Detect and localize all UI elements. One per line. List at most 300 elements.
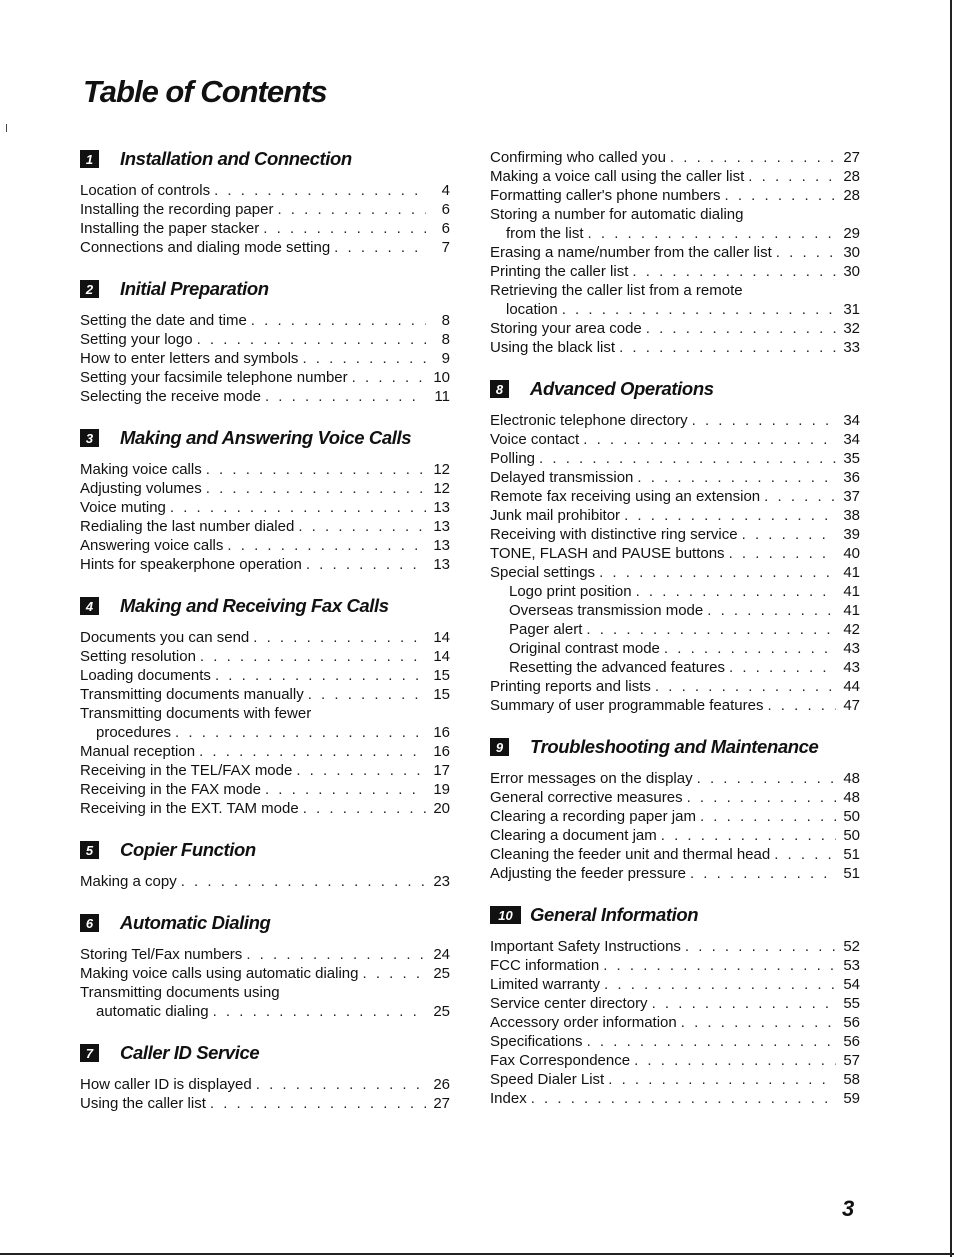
- toc-entry[interactable]: [80, 964, 450, 983]
- toc-entry[interactable]: [490, 658, 860, 677]
- page-number: 3: [842, 1196, 855, 1221]
- section-number-badge: 5: [80, 841, 99, 859]
- dot-leader: [263, 219, 426, 238]
- toc-entry[interactable]: [490, 696, 860, 715]
- toc-entry-label: Voice muting: [80, 499, 166, 516]
- toc-entry-label: Delayed transmission: [490, 469, 634, 486]
- toc-entry-label: Polling: [490, 450, 536, 467]
- toc-entry-page: 29: [843, 225, 860, 242]
- dot-leader: [206, 460, 426, 479]
- dot-leader: [729, 658, 836, 677]
- toc-entry[interactable]: [490, 300, 860, 319]
- toc-entry[interactable]: [80, 330, 450, 349]
- toc-entry-page: 27: [433, 1095, 450, 1112]
- toc-entry-page: 8: [441, 312, 450, 329]
- toc-entry-page: 4: [441, 182, 450, 199]
- dot-leader: [681, 1013, 836, 1032]
- toc-entry-label: Fax Correspondence: [490, 1052, 631, 1069]
- toc-entry[interactable]: [490, 864, 860, 883]
- toc-entry-label: Answering voice calls: [80, 537, 224, 554]
- toc-entry-label: Index: [490, 1090, 527, 1107]
- toc-section: [80, 593, 450, 818]
- toc-entry[interactable]: [80, 685, 450, 704]
- dot-leader: [587, 1032, 836, 1051]
- section-heading[interactable]: [490, 376, 860, 402]
- toc-entry-page: 34: [843, 431, 860, 448]
- toc-entry-page: 28: [843, 187, 860, 204]
- dot-leader: [603, 956, 836, 975]
- toc-entry-page: 39: [843, 526, 860, 543]
- toc-entry-label: FCC information: [490, 957, 600, 974]
- toc-entry-page: 15: [433, 667, 450, 684]
- toc-entry-label: Receiving in the TEL/FAX mode: [80, 762, 293, 779]
- dot-leader: [764, 487, 836, 506]
- toc-entry[interactable]: [490, 563, 860, 582]
- toc-entry-label: Printing the caller list: [490, 263, 629, 280]
- toc-entry-page: 8: [441, 331, 450, 348]
- dot-leader: [227, 536, 426, 555]
- toc-entry[interactable]: [80, 479, 450, 498]
- toc-entry-page: 23: [433, 873, 450, 890]
- section-heading[interactable]: [80, 276, 450, 302]
- toc-entry[interactable]: [490, 1070, 860, 1089]
- dot-leader: [362, 964, 426, 983]
- toc-entry[interactable]: [80, 761, 450, 780]
- toc-entry-page: 47: [843, 697, 860, 714]
- toc-entry[interactable]: [80, 555, 450, 574]
- toc-entry-label: location: [506, 301, 558, 318]
- section-title: Copier Function: [120, 839, 256, 860]
- section-heading[interactable]: [490, 902, 860, 928]
- toc-entry-label: Documents you can send: [80, 629, 250, 646]
- toc-entry-page: 16: [433, 743, 450, 760]
- toc-entry-page: 25: [433, 965, 450, 982]
- toc-entry-page: 55: [843, 995, 860, 1012]
- bottom-edge-rule: [0, 1253, 954, 1255]
- toc-entry-page: 41: [843, 564, 860, 581]
- toc-entry[interactable]: [490, 620, 860, 639]
- toc-entry-label: Storing your area code: [490, 320, 642, 337]
- dot-leader: [562, 300, 836, 319]
- toc-entry[interactable]: [490, 468, 860, 487]
- toc-entry[interactable]: [80, 780, 450, 799]
- toc-entry[interactable]: [80, 498, 450, 517]
- toc-entry-label: Limited warranty: [490, 976, 601, 993]
- toc-entry-page: 24: [433, 946, 450, 963]
- dot-leader: [256, 1075, 426, 1094]
- dot-leader: [251, 311, 426, 330]
- section-number-badge: 10: [490, 906, 521, 924]
- toc-entry-page: 10: [433, 369, 450, 386]
- toc-section: [490, 376, 860, 715]
- margin-mark: [6, 124, 7, 132]
- toc-entry[interactable]: [80, 1094, 450, 1113]
- dot-leader: [181, 872, 426, 891]
- dot-leader: [214, 181, 426, 200]
- section-title: Making and Receiving Fax Calls: [120, 595, 389, 616]
- toc-section-continued: [490, 148, 860, 357]
- toc-entry[interactable]: [490, 1013, 860, 1032]
- toc-entry-label: General corrective measures: [490, 789, 683, 806]
- dot-leader: [776, 243, 836, 262]
- section-heading[interactable]: [80, 146, 450, 172]
- dot-leader: [265, 780, 426, 799]
- section-title: Installation and Connection: [120, 148, 352, 169]
- section-number-badge: 1: [80, 150, 99, 168]
- toc-entry[interactable]: [80, 666, 450, 685]
- dot-leader: [586, 620, 836, 639]
- dot-leader: [661, 826, 836, 845]
- toc-entry[interactable]: [490, 338, 860, 357]
- dot-leader: [724, 186, 836, 205]
- toc-entry[interactable]: [490, 639, 860, 658]
- toc-entry[interactable]: [490, 525, 860, 544]
- toc-entry-label: Making voice calls: [80, 461, 202, 478]
- toc-entry[interactable]: [490, 994, 860, 1013]
- toc-entry[interactable]: [490, 601, 860, 620]
- toc-entry[interactable]: [490, 769, 860, 788]
- section-number-badge: 6: [80, 914, 99, 932]
- toc-entry-page: 59: [843, 1090, 860, 1107]
- toc-entry[interactable]: [490, 845, 860, 864]
- toc-entry[interactable]: [490, 937, 860, 956]
- toc-entry-label: Making a copy: [80, 873, 177, 890]
- toc-entry-label: Setting resolution: [80, 648, 196, 665]
- section-heading[interactable]: [490, 734, 860, 760]
- toc-entry[interactable]: [80, 704, 450, 723]
- toc-entry[interactable]: [80, 219, 450, 238]
- toc-entry[interactable]: [490, 281, 860, 300]
- toc-entry-page: 54: [843, 976, 860, 993]
- dot-leader: [742, 525, 836, 544]
- toc-entry-page: 37: [843, 488, 860, 505]
- dot-leader: [175, 723, 426, 742]
- toc-entry-page: 17: [433, 762, 450, 779]
- toc-entry[interactable]: [490, 826, 860, 845]
- toc-entry[interactable]: [490, 205, 860, 224]
- toc-entry[interactable]: [80, 647, 450, 666]
- toc-entry-page: 11: [434, 388, 450, 405]
- toc-entry[interactable]: [490, 224, 860, 243]
- toc-entry[interactable]: [490, 148, 860, 167]
- toc-entry[interactable]: [80, 723, 450, 742]
- toc-entry[interactable]: [80, 1002, 450, 1021]
- toc-entry-label: Setting your facsimile telephone number: [80, 369, 348, 386]
- toc-section: [80, 837, 450, 891]
- section-number-badge: 4: [80, 597, 99, 615]
- dot-leader: [599, 563, 836, 582]
- toc-entry[interactable]: [80, 628, 450, 647]
- toc-entry-label: Receiving with distinctive ring service: [490, 526, 738, 543]
- toc-entry-label: Selecting the receive mode: [80, 388, 261, 405]
- dot-leader: [302, 349, 426, 368]
- toc-entry-page: 6: [441, 201, 450, 218]
- toc-entry-label: Cleaning the feeder unit and thermal head: [490, 846, 771, 863]
- toc-entry-label: Overseas transmission mode: [509, 602, 704, 619]
- toc-entry[interactable]: [490, 487, 860, 506]
- toc-entry[interactable]: [490, 956, 860, 975]
- toc-entry-page: 30: [843, 263, 860, 280]
- toc-entry[interactable]: [80, 983, 450, 1002]
- toc-entry-page: 51: [843, 865, 860, 882]
- toc-entry[interactable]: [80, 536, 450, 555]
- toc-entry[interactable]: [490, 975, 860, 994]
- toc-entry-label: Erasing a name/number from the caller list: [490, 244, 772, 261]
- dot-leader: [213, 1002, 426, 1021]
- dot-leader: [604, 975, 836, 994]
- toc-entry[interactable]: [490, 1051, 860, 1070]
- toc-entry[interactable]: [80, 238, 450, 257]
- toc-right-column: [490, 146, 860, 1127]
- toc-entry-label: Transmitting documents with fewer: [80, 705, 312, 722]
- toc-entry-page: 12: [433, 461, 450, 478]
- toc-entry-page: 26: [433, 1076, 450, 1093]
- section-title: Initial Preparation: [120, 278, 269, 299]
- section-heading[interactable]: [80, 910, 450, 936]
- toc-entry-label: Adjusting the feeder pressure: [490, 865, 686, 882]
- dot-leader: [308, 685, 426, 704]
- toc-entry-label: Transmitting documents using: [80, 984, 280, 1001]
- toc-entry[interactable]: [490, 430, 860, 449]
- dot-leader: [210, 1094, 426, 1113]
- toc-entry[interactable]: [490, 582, 860, 601]
- toc-entry-page: 9: [441, 350, 450, 367]
- toc-entry-page: 15: [433, 686, 450, 703]
- toc-entry-label: Original contrast mode: [509, 640, 660, 657]
- toc-entry-label: automatic dialing: [96, 1003, 209, 1020]
- dot-leader: [767, 696, 836, 715]
- dot-leader: [246, 945, 426, 964]
- toc-entry-label: Setting your logo: [80, 331, 193, 348]
- toc-entry-page: 31: [843, 301, 860, 318]
- toc-entry-page: 12: [433, 480, 450, 497]
- toc-entry-label: Formatting caller's phone numbers: [490, 187, 721, 204]
- toc-entry[interactable]: [80, 311, 450, 330]
- toc-entry-page: 14: [433, 629, 450, 646]
- toc-entry-label: Location of controls: [80, 182, 211, 199]
- toc-entry-label: Accessory order information: [490, 1014, 677, 1031]
- toc-entry-page: 42: [843, 621, 860, 638]
- dot-leader: [700, 807, 836, 826]
- section-number-badge: 3: [80, 429, 99, 447]
- toc-entry-label: Remote fax receiving using an extension: [490, 488, 761, 505]
- toc-entry[interactable]: [490, 788, 860, 807]
- toc-entry[interactable]: [80, 460, 450, 479]
- toc-entry-page: 35: [843, 450, 860, 467]
- dot-leader: [637, 468, 836, 487]
- toc-entry-label: Manual reception: [80, 743, 196, 760]
- section-heading[interactable]: [80, 425, 450, 451]
- toc-entry[interactable]: [80, 181, 450, 200]
- toc-entry-page: 25: [433, 1003, 450, 1020]
- dot-leader: [215, 666, 426, 685]
- dot-leader: [306, 555, 426, 574]
- dot-leader: [687, 788, 836, 807]
- toc-entry-page: 41: [843, 583, 860, 600]
- toc-entry-page: 43: [843, 640, 860, 657]
- toc-entry[interactable]: [490, 677, 860, 696]
- toc-entry-page: 50: [843, 808, 860, 825]
- dot-leader: [690, 864, 836, 883]
- dot-leader: [748, 167, 836, 186]
- toc-entry-page: 13: [433, 556, 450, 573]
- section-heading[interactable]: [80, 837, 450, 863]
- toc-entry[interactable]: [490, 544, 860, 563]
- toc-entry-label: How caller ID is displayed: [80, 1076, 252, 1093]
- toc-entry[interactable]: [490, 807, 860, 826]
- toc-entry[interactable]: [80, 200, 450, 219]
- toc-entry-label: Logo print position: [509, 583, 632, 600]
- toc-entry-label: Junk mail prohibitor: [490, 507, 621, 524]
- toc-entry[interactable]: [80, 517, 450, 536]
- dot-leader: [265, 387, 426, 406]
- toc-entry-label: Important Safety Instructions: [490, 938, 681, 955]
- dot-leader: [729, 544, 836, 563]
- toc-section: [80, 1040, 450, 1113]
- toc-entry[interactable]: [490, 1032, 860, 1051]
- dot-leader: [646, 319, 836, 338]
- toc-entry[interactable]: [80, 742, 450, 761]
- dot-leader: [634, 1051, 836, 1070]
- toc-entry-label: Resetting the advanced features: [509, 659, 725, 676]
- toc-entry[interactable]: [490, 243, 860, 262]
- toc-entry-label: Summary of user programmable features: [490, 697, 764, 714]
- toc-entry[interactable]: [490, 506, 860, 525]
- toc-entry[interactable]: [80, 1075, 450, 1094]
- dot-leader: [632, 262, 836, 281]
- toc-entry-label: Installing the paper stacker: [80, 220, 260, 237]
- toc-entry-page: 34: [843, 412, 860, 429]
- toc-section: [80, 910, 450, 1021]
- toc-entry[interactable]: [80, 349, 450, 368]
- toc-entry[interactable]: [80, 799, 450, 818]
- toc-entry[interactable]: [490, 319, 860, 338]
- toc-entry-label: Installing the recording paper: [80, 201, 274, 218]
- toc-entry[interactable]: [80, 387, 450, 406]
- toc-entry-label: procedures: [96, 724, 172, 741]
- toc-entry[interactable]: [80, 945, 450, 964]
- toc-entry-label: Loading documents: [80, 667, 211, 684]
- toc-entry-page: 38: [843, 507, 860, 524]
- dot-leader: [303, 799, 426, 818]
- dot-leader: [531, 1089, 836, 1108]
- toc-entry-page: 16: [433, 724, 450, 741]
- toc-entry-page: 48: [843, 789, 860, 806]
- toc-entry-page: 13: [433, 518, 450, 535]
- dot-leader: [200, 647, 426, 666]
- dot-leader: [253, 628, 426, 647]
- toc-entry-label: Speed Dialer List: [490, 1071, 605, 1088]
- toc-entry-label: Setting the date and time: [80, 312, 247, 329]
- toc-entry-label: Storing a number for automatic dialing: [490, 206, 744, 223]
- dot-leader: [608, 1070, 836, 1089]
- section-heading[interactable]: [80, 593, 450, 619]
- dot-leader: [619, 338, 836, 357]
- toc-entry-label: Receiving in the FAX mode: [80, 781, 261, 798]
- section-title: Making and Answering Voice Calls: [120, 427, 412, 448]
- toc-entry-page: 33: [843, 339, 860, 356]
- dot-leader: [624, 506, 836, 525]
- toc-entry-label: Making voice calls using automatic dialing: [80, 965, 359, 982]
- toc-entry-label: Transmitting documents manually: [80, 686, 304, 703]
- dot-leader: [334, 238, 426, 257]
- toc-entry[interactable]: [490, 186, 860, 205]
- toc-entry-page: 41: [843, 602, 860, 619]
- toc-entry[interactable]: [490, 449, 860, 468]
- toc-entry[interactable]: [490, 262, 860, 281]
- toc-entry-label: Clearing a recording paper jam: [490, 808, 696, 825]
- dot-leader: [206, 479, 426, 498]
- section-number-badge: 9: [490, 738, 509, 756]
- dot-leader: [588, 224, 836, 243]
- toc-entry-page: 43: [843, 659, 860, 676]
- toc-entry-label: Specifications: [490, 1033, 583, 1050]
- toc-entry[interactable]: [490, 167, 860, 186]
- dot-leader: [685, 937, 836, 956]
- toc-section: [490, 902, 860, 1108]
- toc-section: [80, 146, 450, 257]
- section-number-badge: 2: [80, 280, 99, 298]
- toc-entry-label: Service center directory: [490, 995, 648, 1012]
- toc-entry-page: 44: [843, 678, 860, 695]
- toc-entry-label: How to enter letters and symbols: [80, 350, 299, 367]
- toc-entry[interactable]: [490, 1089, 860, 1108]
- toc-entry-page: 19: [433, 781, 450, 798]
- toc-entry-page: 56: [843, 1014, 860, 1031]
- toc-entry-label: Electronic telephone directory: [490, 412, 688, 429]
- dot-leader: [692, 411, 836, 430]
- toc-entry-label: Receiving in the EXT. TAM mode: [80, 800, 299, 817]
- toc-entry-page: 7: [441, 239, 450, 256]
- section-title: Troubleshooting and Maintenance: [530, 736, 819, 757]
- toc-left-column: [80, 146, 450, 1132]
- toc-entry[interactable]: [80, 368, 450, 387]
- toc-section: [490, 734, 860, 883]
- toc-entry-page: 50: [843, 827, 860, 844]
- toc-entry-page: 58: [843, 1071, 860, 1088]
- dot-leader: [583, 430, 836, 449]
- dot-leader: [199, 742, 426, 761]
- toc-entry-page: 32: [843, 320, 860, 337]
- section-heading[interactable]: [80, 1040, 450, 1066]
- section-title: Caller ID Service: [120, 1042, 260, 1063]
- toc-entry[interactable]: [490, 411, 860, 430]
- toc-entry-label: Storing Tel/Fax numbers: [80, 946, 243, 963]
- section-title: General Information: [530, 904, 699, 925]
- toc-entry-page: 6: [441, 220, 450, 237]
- toc-entry-page: 36: [843, 469, 860, 486]
- toc-entry-page: 53: [843, 957, 860, 974]
- toc-entry-page: 40: [843, 545, 860, 562]
- toc-entry-label: Hints for speakerphone operation: [80, 556, 302, 573]
- toc-entry-label: from the list: [506, 225, 584, 242]
- dot-leader: [352, 368, 426, 387]
- toc-entry-label: Connections and dialing mode setting: [80, 239, 331, 256]
- right-edge-rule: [950, 0, 952, 1257]
- toc-entry-page: 28: [843, 168, 860, 185]
- toc-entry-page: 57: [843, 1052, 860, 1069]
- toc-entry-label: Confirming who called you: [490, 149, 666, 166]
- toc-entry[interactable]: [80, 872, 450, 891]
- toc-entry-label: Making a voice call using the caller list: [490, 168, 745, 185]
- dot-leader: [774, 845, 836, 864]
- section-title: Automatic Dialing: [120, 912, 271, 933]
- toc-entry-label: Adjusting volumes: [80, 480, 202, 497]
- toc-entry-page: 48: [843, 770, 860, 787]
- toc-entry-page: 27: [843, 149, 860, 166]
- dot-leader: [655, 677, 836, 696]
- dot-leader: [296, 761, 426, 780]
